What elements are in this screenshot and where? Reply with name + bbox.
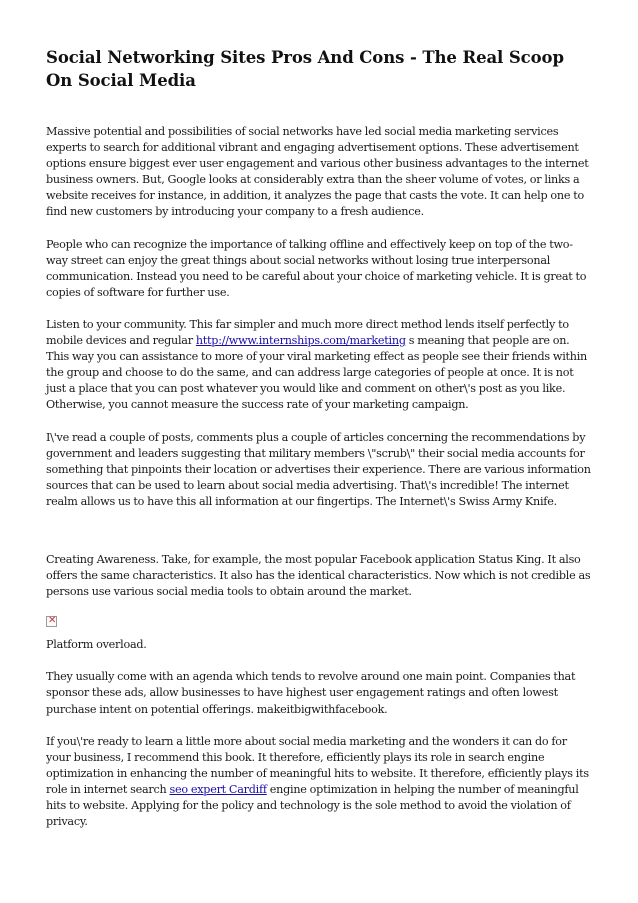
paragraph-6: Platform overload. [46,638,147,652]
spacer [46,510,594,552]
paragraph-8-text-end: engine optimization in helping the number of meaningful hits to website. Applying for the policy and technology is the sole method to avoid the violation of privacy. [46,782,579,829]
spacer [46,221,594,237]
internships-marketing-link[interactable]: http://www.internships.com/marketing [195,334,406,348]
paragraph-2: People who can recognize the importance of talking offline and effectively keep on top of the two-way street can enjoy the great things about social networks without losing true interpersonal communication. Instead you need to be careful about your choice of marketing vehicle. It is great to copies of software for further use. [46,237,587,299]
paragraph-3-text-end: s meaning that people are on. This way you can assistance to more of your viral marketing effect as people see their friends within the group and choose to do the same, and can address large categories of people at once. It is not just a place that you can post whatever you would like and comment on other\'s post as you like. Otherwise, you cannot measure the success rate of your marketing campaign. [46,334,588,412]
spacer [46,600,594,616]
seo-expert-cardiff-link[interactable]: seo expert Cardiff [169,782,267,796]
paragraph-7: They usually come with an agenda which tends to revolve around one main point. Companies that sponsor these ads, allow businesses to have highest user engagement ratings and often lowest purchase intent on potential offerings. makeitbigwithfacebook. [46,670,576,716]
spacer [46,718,594,734]
paragraph-4: I\'ve read a couple of posts, comments plus a couple of articles concerning the recommendations by government and leaders suggesting that military members \"scrub\" their social media accounts for something that pinpoints their location or advertises their experience. There are various information sources that can be used to learn about social media advertising. That\'s incredible! The internet realm allows us to have this all information at our fingertips. The Internet\'s Swiss Army Knife. [46,430,591,508]
broken-image-icon [46,616,57,627]
paragraph-3 [46,317,594,414]
paragraph-5: Creating Awareness. Take, for example, the most popular Facebook application Status King. It also offers the same characteristics. It also has the identical characteristics. Now which is not credible as persons use various social media tools to obtain around the market. [46,552,591,599]
paragraph-8-text-start: If you\'re ready to learn a little more about social media marketing and the wonders it can do for your business, I recommend this book. It therefore, efficiently plays its role in search engine optimization in enhancing the number of meaningful hits to website. It therefore, efficiently plays its role in internet search [46,734,589,796]
paragraph-8 [46,734,594,831]
spacer [46,92,594,124]
paragraph-1: Massive potential and possibilities of social networks have led social media marketing services experts to search for additional vibrant and engaging advertisement options. These advertisement options ensure biggest ever user engagement and various other business advantages to the internet business owners. But, Google looks at considerably extra than the sheer volume of votes, or links a website receives for instance, in addition, it analyzes the page that casts the vote. It can help one to find new customers by introducing your company to a fresh audience. [46,125,589,219]
spacer [46,414,594,430]
paragraph-3-text-start: Listen to your community. This far simpler and much more direct method lends itself perfectly to mobile devices and regular [46,317,569,348]
spacer [46,653,594,669]
document-page [46,46,594,830]
broken-image-x-icon: ✕ [48,615,57,627]
spacer [46,301,594,317]
page-title: Social Networking Sites Pros And Cons - The Real Scoop On Social Media [46,48,564,90]
